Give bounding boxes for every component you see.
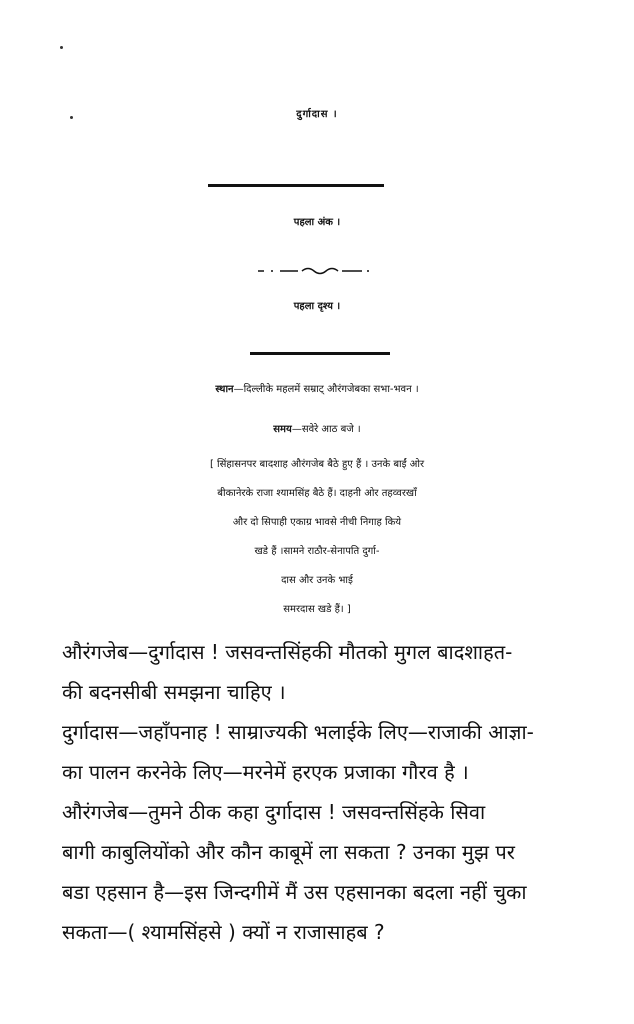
dialogue-line: बागी काबुलियोंको और कौन काबूमें ला सकता ? उनका मुझ पर	[62, 840, 515, 864]
dialogue-line: की बदनसीबी समझना चाहिए ।	[62, 680, 286, 704]
dialogue-line: का पालन करनेके लिए—मरनेमें हरएक प्रजाका गौरव है ।	[62, 760, 469, 784]
place-text: —दिल्लीके महलमें सम्राट् औरंगजेबका सभा-भवन ।	[233, 384, 419, 395]
dialogue-line: बडा एहसान है—इस जिन्दगीमें मैं उस एहसानका बदला नहीं चुका	[62, 880, 527, 904]
setting-time	[0, 421, 634, 435]
dialogue-line: सकता—( श्यामसिंहसे ) क्यों न राजासाहब ?	[62, 920, 385, 944]
setting-place	[0, 381, 634, 395]
stage-direction-line: बीकानेरके राजा श्यामसिंह बैठे हैं। दाहनी ओर तहव्वरखाँ	[217, 488, 417, 499]
time-label: समय	[273, 424, 292, 435]
title-divider	[208, 184, 384, 187]
page-title: दुर्गादास ।	[296, 109, 338, 120]
act-heading: पहला अंक ।	[293, 217, 341, 228]
stage-direction-line: समरदास खडे हैं। ]	[283, 604, 351, 615]
scene-heading: पहला दृश्य ।	[293, 301, 341, 312]
print-speck	[60, 46, 63, 49]
dialogue-line: दुर्गादास—जहाँपनाह ! साम्राज्यकी भलाईके लिए—राजाकी आज्ञा-	[62, 720, 534, 744]
stage-direction-line: [ सिंहासनपर बादशाह औरंगजेब बैठे हुए हैं । उनके बाईं ओर	[209, 459, 425, 470]
time-text: —सवेरे आठ बजे ।	[291, 424, 361, 435]
scene-divider	[250, 352, 390, 355]
ornament-divider	[258, 266, 378, 276]
place-label: स्थान	[215, 384, 234, 395]
dialogue-line: औरंगजेब—तुमने ठीक कहा दुर्गादास ! जसवन्तसिंहके सिवा	[62, 800, 486, 824]
stage-direction-line: खडे हैं ।सामने राठौर-सेनापति दुर्गा-	[254, 546, 380, 557]
stage-direction-line: दास और उनके भाई	[281, 575, 353, 586]
stage-direction-line: और दो सिपाही एकाग्र भावसे नीची निगाह किये	[232, 517, 402, 528]
dialogue-line: औरंगजेब—दुर्गादास ! जसवन्तसिंहकी मौतको मुगल बादशाहत-	[62, 640, 513, 664]
